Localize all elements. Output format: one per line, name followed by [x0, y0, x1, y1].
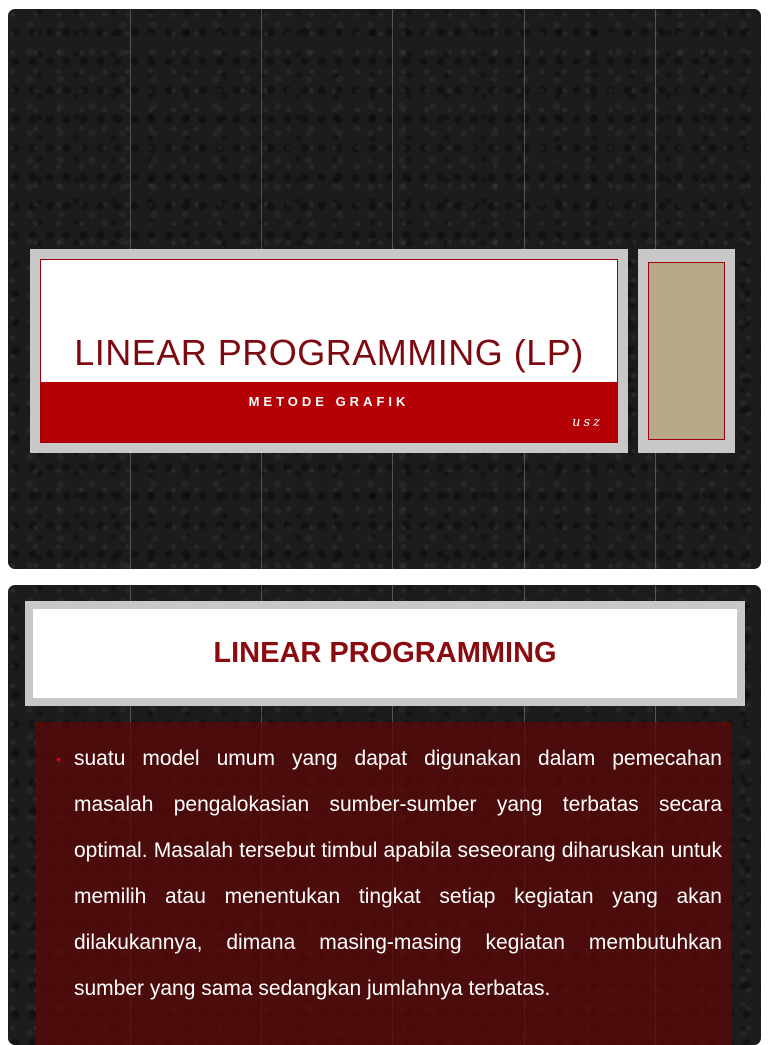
- bullet-item: [56, 736, 722, 1012]
- bullet-marker: •: [56, 751, 61, 767]
- heading-panel: [33, 609, 737, 698]
- slide-title: [8, 9, 761, 569]
- slide-heading: LINEAR PROGRAMMING: [213, 637, 557, 669]
- heading-frame: [25, 601, 745, 706]
- slide-content: [8, 585, 761, 1045]
- title-frame: [30, 249, 628, 453]
- author-initials: usz: [572, 415, 603, 430]
- subtitle-bar: [41, 382, 617, 442]
- content-box: [36, 722, 732, 1045]
- slide-title-text: LINEAR PROGRAMMING (LP): [74, 332, 584, 373]
- title-panel: [40, 259, 618, 443]
- side-frame: [638, 249, 735, 453]
- bullet-text: suatu model umum yang dapat digunakan dalam pemecahan masalah pengalokasian sumber-sumber yang terbatas secara optimal. Masalah tersebut timbul apabila seseorang diharuskan untuk memilih atau menentukan tingkat setiap kegiatan yang akan dilakukannya, dimana masing-masing kegiatan membutuhkan sumber yang sama sedangkan jumlahnya terbatas.: [74, 747, 722, 1000]
- slide-subtitle: METODE GRAFIK: [248, 394, 410, 409]
- side-panel: [648, 262, 725, 440]
